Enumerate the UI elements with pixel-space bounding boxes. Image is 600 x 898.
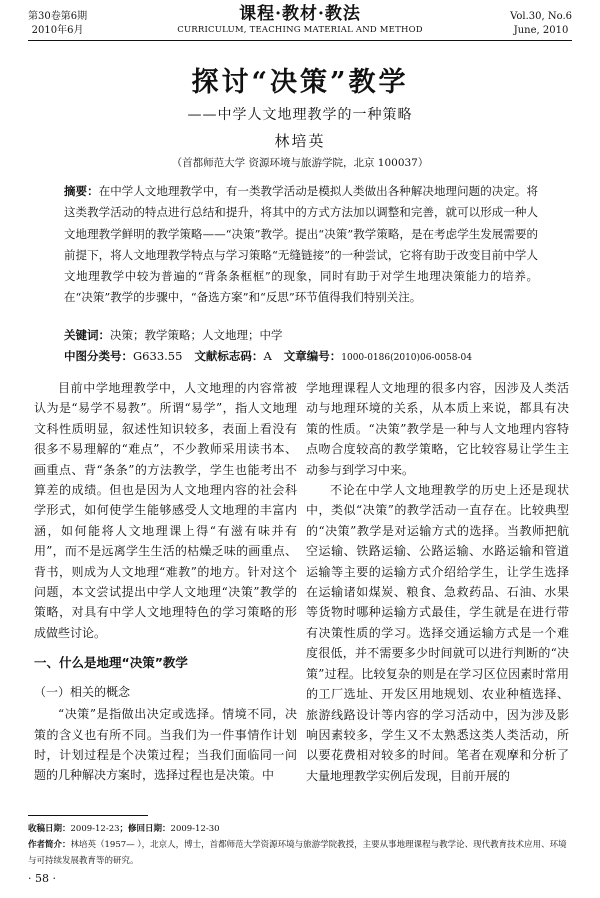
classification-line bbox=[64, 346, 544, 368]
paragraph: “决策”是指做出决定或选择。情境不同，决策的含义也有所不同。当我们为一件事情作计划时，计划过程是个决策过程；当我们面临同一问题的几种解决方案时，选择过程也是决策。中 bbox=[34, 707, 297, 783]
journal-title-en: CURRICULUM, TEACHING MATERIAL AND METHOD bbox=[177, 25, 423, 35]
subsection-heading: （一）相关的概念 bbox=[34, 684, 131, 699]
abstract-text: 在中学人文地理教学中，有一类教学活动是模拟人类做出各种解决地理问题的决定。将这类教学活动的特点进行总结和提升，将其中的方式方法加以调整和完善，就可以形成一种人文地理教学鲜明的教学策略——“决策”教学。提出“决策”教学策略，是在考虑学生发展需要的前提下，将人文地理教学特点与学习策略“无缝链接”的一种尝试，它将有助于改变目前中学人文地理教学中较为普遍的“背条条框框”的现象，同时有助于对学生地理决策能力的培养。在“决策”教学的步骤中，“备选方案”和“反思”环节值得我们特别关注。 bbox=[64, 184, 538, 305]
footnote-divider bbox=[28, 815, 148, 816]
paragraph: 不论在中学人文地理教学的历史上还是现状中，类似“决策”的教学活动一直存在。比较典型的“决策”教学是对运输方式的选择。当教师把航空运输、铁路运输、公路运输、水路运输和管道运输等主要的运输方式介绍给学生，让学生选择在运输诸如煤炭、粮食、急救药品、石油、水果等货物时哪种运输方式最佳，学生就是在进行带有决策性质的学习。选择交通运输方式是一个难度很低，并不需要多少时间就可以进行判断的“决策”过程。比较复杂的则是在学习区位因素时常用的工厂选址、开发区用地规划、农业种植选择、旅游线路设计等内容的学习活动中，因为涉及影响因素较多，学生又不太熟悉这类人类活动，所以要花费相对较多的时间。笔者在观摩和分析了大量地理教学实例后发现，目前开展的 bbox=[306, 483, 569, 783]
page-number: · 58 · bbox=[28, 872, 56, 885]
paragraph: 目前中学地理教学中，人文地理的内容常被认为是“易学不易教”。所谓“易学”，指人文地理文科性质明显，叙述性知识较多，表面上看没有很多不易理解的“难点”，不少教师采用读书本、画重点、背“条条”的方法教学，学生也能考出不算差的成绩。但也是因为人文地理内容的社会科学形式，如何使学生能够感受人文地理的丰富内涵，如何能将人文地理课上得“有滋有味并有用”，而不是远离学生生活的枯燥乏味的画重点、背书，则成为人文地理“难教”的地方。针对这个问题，本文尝试提出中学人文地理“决策”教学的策略，对具有中学人文地理特色的学习策略的形成做些讨论。 bbox=[34, 381, 297, 640]
keywords bbox=[64, 325, 538, 345]
article-subtitle: ——中学人文地理教学的一种策略 bbox=[187, 107, 413, 123]
doc-code-label: 文献标志码： bbox=[194, 349, 264, 363]
keywords-label: 关键词： bbox=[64, 328, 110, 342]
author-bio bbox=[28, 837, 573, 869]
doc-code-value: A bbox=[263, 349, 272, 363]
article-id-value: 1000-0186(2010)06-0058-04 bbox=[341, 353, 472, 363]
abstract-label: 摘要： bbox=[64, 184, 99, 198]
section-heading: 一、什么是地理“决策”教学 bbox=[34, 655, 188, 671]
clc-value: G633.55 bbox=[133, 349, 183, 363]
header-volume-en bbox=[510, 10, 572, 38]
date-cn: 2010年6月 bbox=[31, 25, 84, 36]
keywords-text: 决策；教学策略；人文地理；中学 bbox=[110, 328, 283, 342]
received-label: 收稿日期： bbox=[28, 824, 71, 834]
dates-line bbox=[28, 821, 573, 837]
header-divider bbox=[28, 40, 572, 41]
footnote bbox=[28, 821, 573, 869]
header-volume-cn bbox=[28, 10, 87, 38]
bio-text: 林培英（1957— ），北京人，博士，首都师范大学资源环境与旅游学院教授，主要从事地理课程与教学论、现代教育技术应用、环境与可持续发展教育等的研究。 bbox=[28, 840, 567, 866]
author-name: 林培英 bbox=[274, 132, 326, 150]
article-id-label: 文章编号： bbox=[283, 349, 342, 363]
article-title: 探讨“决策”教学 bbox=[191, 67, 409, 98]
received-date: 2009-12-23 bbox=[70, 824, 120, 834]
journal-masthead bbox=[150, 4, 450, 36]
date-en: June, 2010 bbox=[513, 25, 569, 36]
author-affiliation: （首都师范大学 资源环境与旅游学院，北京 100037） bbox=[171, 157, 429, 169]
journal-title-cn: 课程·教材·教法 bbox=[239, 4, 361, 24]
paragraph: 学地理课程人文地理的很多内容，因涉及人类活动与地理环境的关系，从本质上来说，都具有决策的性质。“决策”教学是一种与人文地理内容特点吻合度较高的教学策略，它比较容易让学生主动参与到学习中来。 bbox=[306, 381, 569, 477]
bio-label: 作者简介： bbox=[28, 840, 71, 850]
clc-label: 中图分类号： bbox=[64, 349, 133, 363]
revised-date: 2009-12-30 bbox=[170, 824, 220, 834]
body-column-right bbox=[306, 378, 569, 786]
revised-label: ；修回日期： bbox=[119, 824, 171, 834]
volume-issue-en: Vol.30, No.6 bbox=[510, 11, 572, 22]
volume-issue-cn: 第30卷第6期 bbox=[28, 11, 88, 22]
abstract bbox=[64, 181, 538, 309]
body-column-left bbox=[34, 378, 297, 786]
